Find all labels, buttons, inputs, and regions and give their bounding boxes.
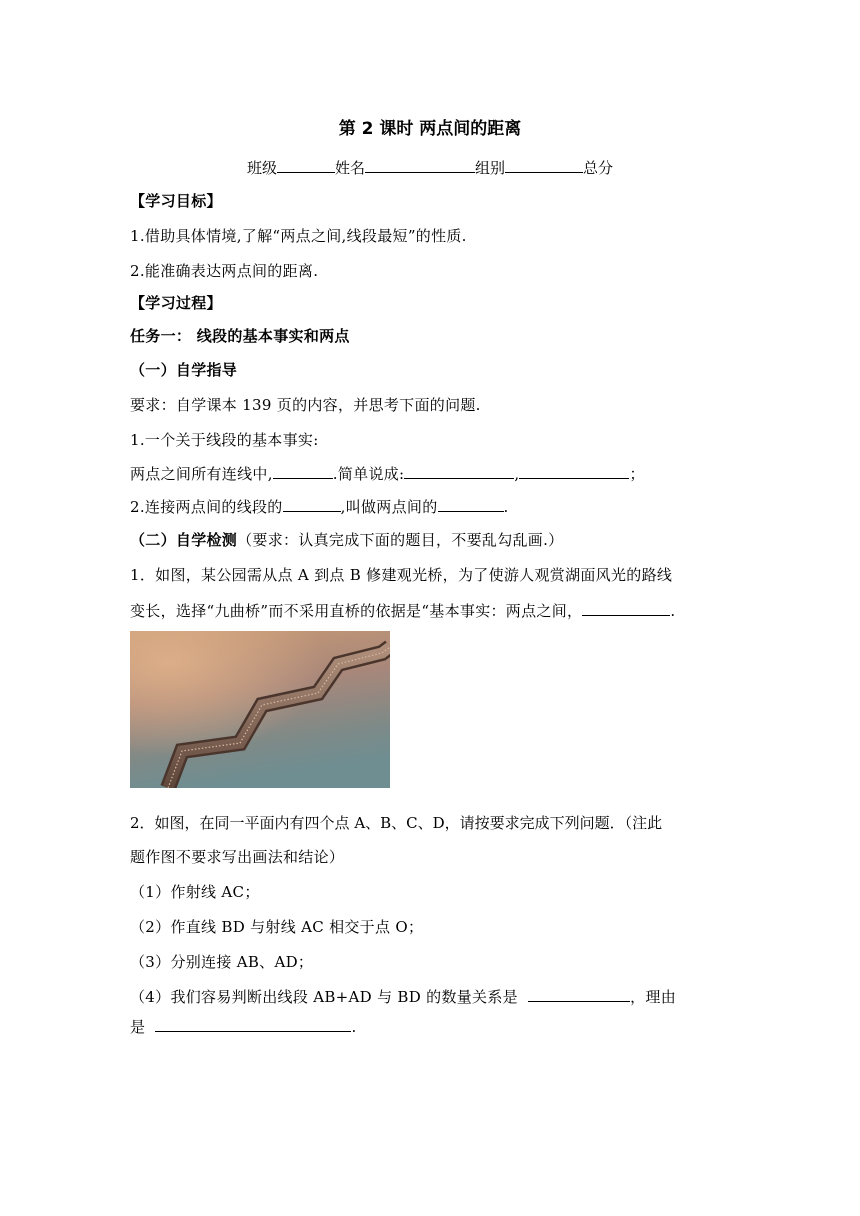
class-field[interactable] <box>277 157 335 173</box>
q1-intro: 1.一个关于线段的基本事实: <box>130 431 319 449</box>
q2-line <box>130 496 509 517</box>
name-field[interactable] <box>365 157 475 173</box>
objectives-heading: 【学习目标】 <box>130 192 222 210</box>
zigzag-bridge-photo <box>130 631 390 788</box>
problem1-line2-end: . <box>670 602 676 620</box>
check-heading-note: （要求：认真完成下面的题目，不要乱勾乱画.） <box>237 531 564 549</box>
requirement-text: 要求：自学课本 139 页的内容，并思考下面的问题. <box>130 396 481 414</box>
problem2-sub4-text: （4）我们容易判断出线段 AB+AD 与 BD 的数量关系是 <box>130 988 518 1006</box>
problem1-blank[interactable] <box>582 600 670 616</box>
problem2-line2: 题作图不要求写出画法和结论） <box>130 848 345 866</box>
zigzag-bridge-image <box>130 631 390 788</box>
problem2-sub4 <box>130 986 676 1007</box>
task1-heading: 任务一： 线段的基本事实和两点 <box>130 327 350 345</box>
problem2-sub2: （2）作直线 BD 与射线 AC 相交于点 O； <box>130 918 424 936</box>
group-field[interactable] <box>505 157 583 173</box>
name-label: 姓名 <box>334 159 365 177</box>
problem1-line2 <box>130 600 675 621</box>
q2-text-b: ,叫做两点间的 <box>340 498 438 516</box>
problem2-line1 <box>130 813 730 833</box>
problem2-relation-blank[interactable] <box>528 986 630 1002</box>
q1-line <box>130 463 645 484</box>
q1-blank-2[interactable] <box>404 463 514 479</box>
q2-text-a: 2.连接两点间的线段的 <box>130 498 283 516</box>
group-label: 组别 <box>475 159 506 177</box>
problem2-sub1: （1）作射线 AC； <box>130 883 260 901</box>
class-label: 班级 <box>246 159 277 177</box>
q1-text-b: .简单说成: <box>332 465 405 483</box>
problem2-sub5 <box>130 1016 357 1037</box>
problem2-sub4-end: ，理由 <box>630 988 676 1006</box>
problem2-sub3: （3）分别连接 AB、AD； <box>130 953 314 971</box>
objective-item-1: 1.借助具体情境,了解“两点之间,线段最短”的性质. <box>130 227 467 245</box>
q1-text-c: , <box>514 465 520 483</box>
q2-text-c: . <box>503 498 509 516</box>
q1-blank-1[interactable] <box>273 463 333 479</box>
objective-item-2: 2.能准确表达两点间的距离. <box>130 262 319 280</box>
q1-blank-3[interactable] <box>519 463 629 479</box>
check-heading: （二）自学检测 <box>130 531 238 549</box>
q2-blank-2[interactable] <box>438 496 504 512</box>
problem1-line2-text: 变长，选择“九曲桥”而不采用直桥的依据是“基本事实：两点之间， <box>130 602 583 620</box>
problem2-sub5-end: . <box>351 1018 357 1036</box>
problem2-line1-text: 2．如图，在同一平面内有四个点 A、B、C、D，请按要求完成下列问题．（注此 <box>130 814 663 832</box>
check-heading-line <box>130 530 563 550</box>
info-line <box>0 157 860 178</box>
q1-text-a: 两点之间所有连线中, <box>130 465 273 483</box>
q1-text-d: ； <box>629 465 645 483</box>
problem2-reason-blank[interactable] <box>155 1016 351 1032</box>
page-title: 第 2 课时 两点间的距离 <box>338 119 522 139</box>
self-study-heading: （一）自学指导 <box>130 361 238 379</box>
problem1-line1: 1．如图，某公园需从点 A 到点 B 修建观光桥，为了使游人观赏湖面风光的路线 <box>130 566 673 584</box>
q2-blank-1[interactable] <box>283 496 341 512</box>
process-heading: 【学习过程】 <box>130 294 222 312</box>
score-label: 总分 <box>583 159 614 177</box>
problem2-sub5-text: 是 <box>130 1018 146 1036</box>
